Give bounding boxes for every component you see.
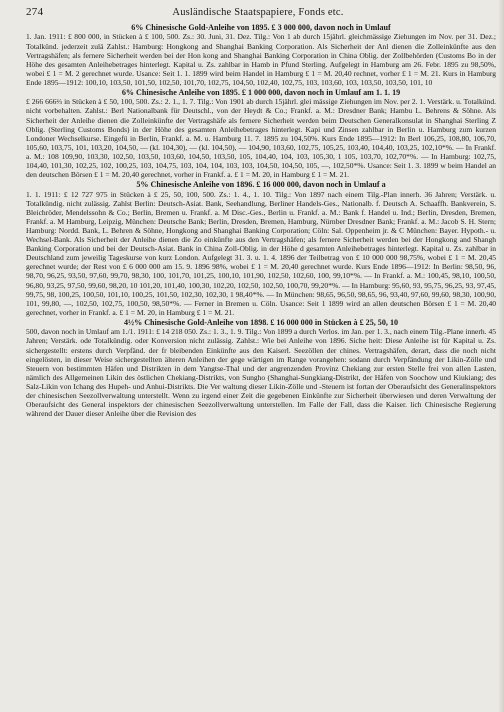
entry-title: 6% Chinesische Gold-Anleihe von 1895. £ 3 000 000, davon noch in Umlauf	[131, 23, 391, 32]
loan-entry-1896	[26, 180, 496, 317]
page-gutter-shadow	[498, 0, 504, 712]
page-number: 274	[26, 6, 44, 18]
entry-text: £ 266 666⅔ in Stücken à £ 50, 100, 500. Zs.: 2. 1., 1. 7. Tilg.: Von 1901 ab durch 15jährl. glei mässige Ziehungen im Nov. per 2. 1. Verstärk. u. Totalkünd. nicht vorbehalten. Zahlst.: Berl Nationalbank für Deutschl., von der Heydt & Co.; Frankf. a. M.: Dresdner Bank; Hambu L. Behrens & Söhne. Als Sicherheit der Anleihe dienen die Zolleinkünfte der Vertragshäfe als fernere Sicherheit werden beim Deutschen Generalkonsulat in Shanghai Sterling Z Oblig. (Sterling Customs Bonds) in der Höhe des gesamten Anleihebetrages hinterlegt. Kapi und Zinsen zahlbar in Berlin u. Hamburg zum kurzen Londoner Wechselkurse. Eingefü in Berlin, Frankf. a. M. u. Hamburg 11. 7. 1895 zu 104,50%. Kurs Ende 1895—1912: In Berl 106,25, 108,80, 106,70, 105,60, 103,75, 101, 103,20, 104,50, — (kl. 104,30), — (kl. 104,50), — 104,90, 103,60, 102,75, 105,25, 103,40, 104,40, 103,25, 102,10*%. — In Frankf. a. M.: 108 109,90, 103,30, 102,50, 103,50, 103,60, 104,50, 103,50, 105, 104,40, 104, 103, 105,30, 1 105, 103,70, 102,70*%. — In Hamburg: 102,75, 104,40, 101,30, 102,25, 102, 100,25, 103, 104,75, 103, 104, 104, 103, 103, 104,50, 104,50, 105, —, 102,50*%. Usance: Seit 1. 3. 1899 w beim Handel an den deutschen Börsen £ 1 = M. 20,40 gerechnet, vorher in Frankf. a. £ 1 = M. 20, in Hamburg £ 1 = M. 21.	[26, 97, 496, 180]
entry-text: 1. 1. 1911: £ 12 727 975 in Stücken à £ 25, 50, 100, 500. Zs.: 1. 4., 1. 10. Tilg.: Von 1897 nach einem Tilg.-Plan innerh. 36 Jahren; Verstärk. u. Totalkündig. nicht zulässig. Zahlst Berlin: Deutsch-Asiat. Bank, Seehandlung, Berliner Handels-Ges., Nationalb. f. Deutsch A. Schaaffh. Bankverein, S. Bleichröder, Mendelssohn & Co.; Berlin, Bremen u. Frankf. a. M Disc.-Ges., Berlin u. Frankf. a. M.: Bank f. Handel u. Ind.; Berlin, Dresden, Bremen, Frankf. a. M Hamburg, Leipzig, München: Deutsche Bank; Berlin, Dresden, Bremen, Hamburg, Nürnber Dresdner Bank; Frankf. a. M.: Jacob S. H. Stern; Hamburg: Nordd. Bank, L. Behren & Söhne, Hongkong and Shanghai Banking Corporation; Cöln: Sal. Oppenheim jr. & C München: Bayer. Hypoth.- u. Wechsel-Bank. Als Sicherheit der Anleihe dienen die Zo einkünfte aus den Vertragshäfen; als fernere Sicherheit werden bei der Hongkong and Shangh Banking Corporation und bei der Deutsch-Asiat. Bank in China Zoll-Oblig. in der Höhe d gesamten Anleihebetrages hinterlegt. Kapital u. Zs. zahlbar in Deutschland zum jeweilig Tageskurse von kurz London. Aufgelegt 31. 3. u. 1. 4. 1896 der Teilbetrag von £ 10 000 000 98,75%, wobei £ 1 = M. 20,45 gerechnet wurde; der Rest von £ 6 000 000 am 15. 9. 1896 98%, wobei £ 1 = M. 20,40 gerechnet wurde. Kurs Ende 1896—1912: In Berlin: 98,50, 96, 98,70, 96,25, 93,50, 97,60, 99,70, 98,30, 100, 101,70, 101,25, 100,10, 101,90, 102,50, 102,60, 100, 99,10*%. — In Frankf. a. M.: 100,45, 98,10, 100,50, 96,80, 93,25, 97,50, 99,60, 98,20, 10 101,20, 101,40, 100,30, 102,20, 102,50, 102,50, 100,70, 99,20*%. — In Hamburg: 95,60, 93, 95,75, 96,25, 93, 97,45, 99,75, 98, 100,25, 100,50, 101,10, 100,25, 101,50, 102,30, 102,30, 1 98,40*%. — In München: 98,65, 96,50, 98,65, 96, 93,40, 97,60, 99,60, 98,30, 100,90, 101, 99,80, —, 102,50, 102,75, 100,50, 98,50*%. — Ferner in Bremen u. Cöln. Usance: Seit 1 1899 wird an allen deutschen Börsen £ 1 = M. 20,40 gerechnet, vorher in Frankf. a. £ 1 = M. 20, in Hamburg £ 1 = M. 21.	[26, 189, 496, 317]
entry-text: 1. Jan. 1911: £ 800 000, in Stücken à £ 100, 500. Zs.: 30. Juni, 31. Dez. Tilg.: Von 1 ab durch 15jährl. gleichmässige Ziehungen im Nov. per 31. Dez.; Totalkünd. jederzeit zulä Zahlst.: Hamburg: Hongkong and Shanghai Banking Corporation. Als Sicherheit der Anl dienen die Zolleinkünfte aus den Vertragshäfen; als fernere Sicherheit werden bei der Hon kong and Shanghai Banking Corporation in China Oblig. der Zollbehörden (Customs Bo in der Höhe des gesamten Anleihebetrages hinterlegt. Kapital u. Zs. zahlbar in Hamb in Pfund Sterling. Aufgelegt in Hamburg am 26. Febr. 1895 zu 98,50%, wobei £ 1 = M. 2 gerechnet wurde. Usance: Seit 1. 1. 1899 wird beim Handel in Hamburg £ 1 = M. 20,40 rechnet, vorher £ 1 = M. 21. Kurs in Hamburg Ende 1895—1912: 100,10, 103,50, 101,50, 102,50, 101,70, 102,75, 104,50, 102,40, 102,75, 103, 103,60, 103, 103,50, 103,50, 101, 10	[26, 32, 496, 87]
entry-title: 6% Chinesische Anleihe von 1895. £ 1 000 000, davon noch in Umlauf am 1. 1. 19	[121, 87, 401, 97]
running-head	[26, 6, 496, 22]
entry-title: 4½% Chinesische Gold-Anleihe von 1898. £ 16 000 000 in Stücken à £ 25, 50, 10	[123, 317, 399, 327]
entry-text: 500, davon noch in Umlauf am 1./1. 1911: £ 14 218 050. Zs.: 1. 3., 1. 9. Tilg.: Von 1899 a durch Verlos. im Jan. per 1. 3., nach einem Tilg.-Plane innerh. 45 Jahren; Verstärk. ode Totalkündig. oder Konversion nicht zulässig. Zahlst.: Wie bei Anleihe von 1896. Siche heit: Diese Anleihe ist für Kapital u. Zs. sichergestellt: erstens durch Verpfänd. der fr bleibenden Einkünfte aus den Kaiserl. Seezöllen der chines. Vertragshäfen, derart, dass die noch nicht eingelösten, in dieser Weise sichergestellten älteren Anleihen der gege wärtigen im Range vorangehen: sodann durch Verpfändung der Likin-Zölle und Steuern von bestimmten Häfen und Distrikten in dem Yangtse-Thal und der angrenzenden Provinz Chekiang zur ersten Stelle frei von allen Lasten, nämlich des Allgemeinen Likin des östlichen Chekiang-Distrikts, von Sungho (Shanghai-Sungkiang-Distrikt, der Häfen von Soochow und Kiukiang; des Salz-Likin von Ichang des Hupeh- und Anhui-Distrikts. Die Ver waltung dieser Likin-Zölle und -Steuern ist fortan der Oberaufsicht des Generalinspektors der chinesischen Seezollverwaltung unterstellt. Wenn zu irgend einer Zeit die gegebenen Einkünfte zur Sicherheit überwiesen und deren Verwaltung der Oberaufsicht des General inspektors der chinesischen Seezollverwaltung unterstellen. Im Falle der Fall, dass die Kaiser. lich Chinesische Regierung während der Dauer dieser Anleihe über die Revision des	[26, 327, 496, 419]
loan-entry-1895-gold	[26, 23, 496, 87]
loan-entry-1898-gold	[26, 318, 496, 418]
loan-entry-1895	[26, 88, 496, 179]
entry-title: 5% Chinesische Anleihe von 1896. £ 16 000 000, davon noch in Umlauf a	[136, 180, 386, 190]
running-title: Ausländische Staatspapiere, Fonds etc.	[172, 7, 344, 18]
